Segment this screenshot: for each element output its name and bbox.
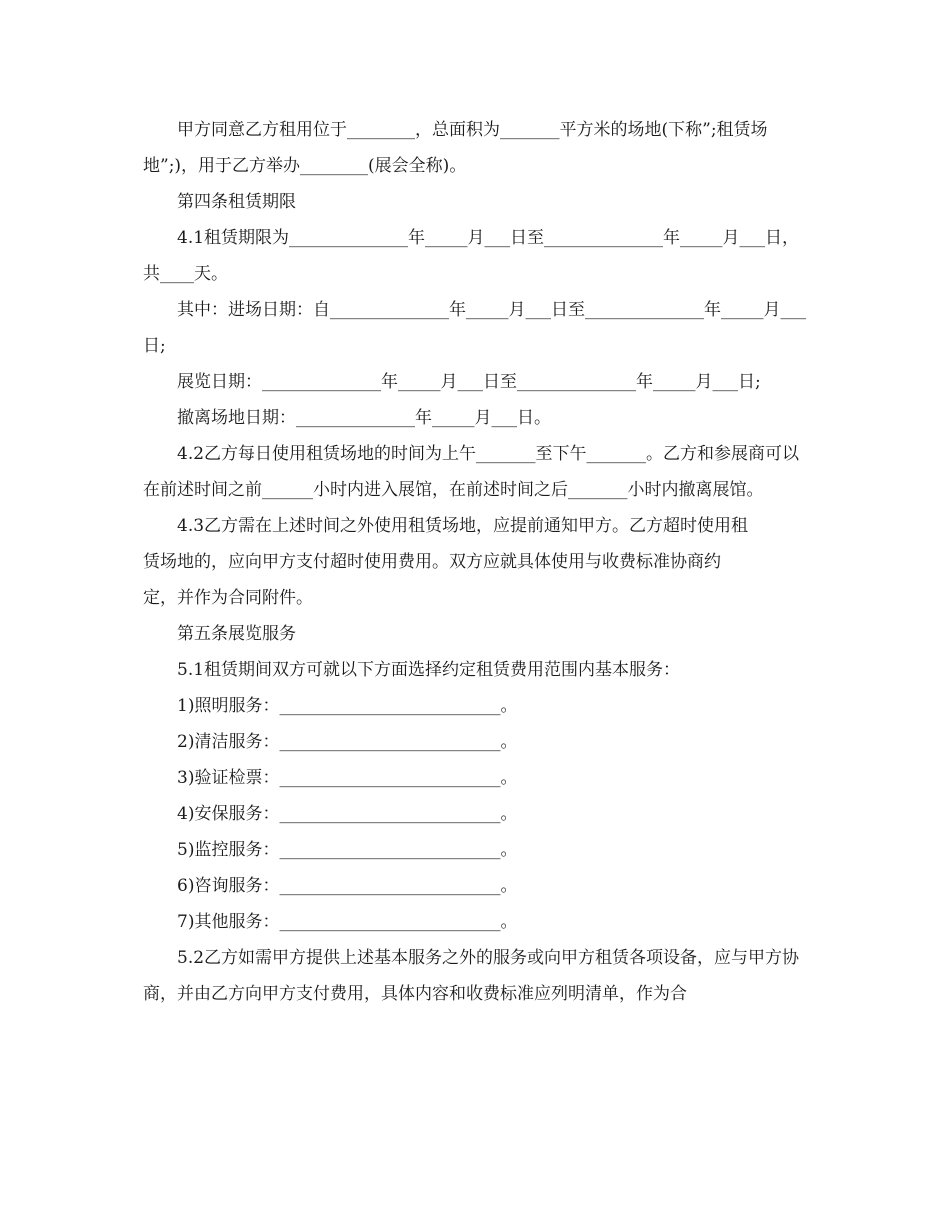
service-item: 6)咨询服务：__________________________。 [177, 876, 518, 896]
article-5-heading: 第五条展览服务 [177, 624, 296, 644]
service-item: 1)照明服务：__________________________。 [177, 696, 518, 716]
paragraph-5-2: 5.2乙方如需甲方提供上述基本服务之外的服务或向甲方租赁各项设备，应与甲方协商，并由乙方向甲方支付费用，具体内容和收费标准应列明清单，作为合 [143, 948, 800, 1004]
service-item: 5)监控服务：__________________________。 [177, 840, 518, 860]
paragraph-4-3-line-1: 4.3乙方需在上述时间之外使用租赁场地，应提前通知甲方。乙方超时使用租 [177, 516, 749, 536]
paragraph-4-2: 4.2乙方每日使用租赁场地的时间为上午_______至下午_______。乙方和参展商可以在前述时间之前______小时内进入展馆，在前述时间之后_______小时内撤离展馆。 [143, 444, 800, 500]
service-item: 7)其他服务：__________________________。 [177, 912, 518, 932]
service-item: 2)清洁服务：__________________________。 [177, 732, 518, 752]
paragraph-exhibit-date: 展览日期：______________年_____月___日至______________年_____月___日; [177, 372, 761, 392]
paragraph-5-1: 5.1租赁期间双方可就以下方面选择约定租赁费用范围内基本服务： [177, 660, 681, 680]
paragraph-leave-date: 撤离场地日期：______________年_____月___日。 [177, 408, 551, 428]
service-item: 3)验证检票：__________________________。 [177, 768, 518, 788]
service-item: 4)安保服务：__________________________。 [177, 804, 518, 824]
contract-body [143, 112, 813, 1012]
paragraph-4-3-line-3: 定，并作为合同附件。 [143, 588, 313, 608]
paragraph-4-3-line-2: 赁场地的，应向甲方支付超时使用费用。双方应就具体使用与收费标准协商约 [143, 552, 721, 572]
paragraph-venue: 甲方同意乙方租用位于________，总面积为_______平方米的场地(下称”;租赁场地”;)，用于乙方举办________(展会全称)。 [143, 120, 768, 176]
paragraph-entry-date: 其中：进场日期：自______________年_____月___日至______________年_____月___日; [143, 300, 806, 356]
article-4-heading: 第四条租赁期限 [177, 192, 296, 212]
paragraph-4-1: 4.1租赁期限为______________年_____月___日至______________年_____月___日，共____天。 [143, 228, 800, 284]
